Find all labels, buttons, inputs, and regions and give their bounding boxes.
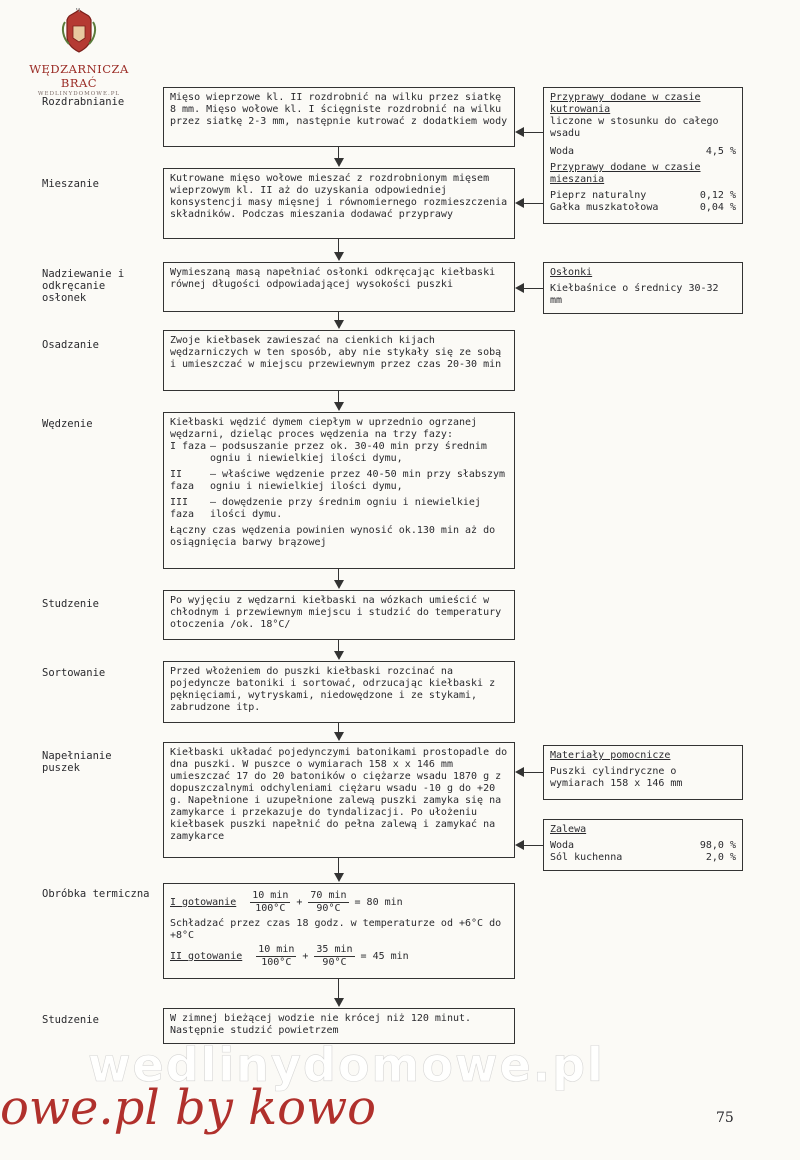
cooking-name: II gotowanie	[170, 950, 243, 962]
nutmeg-label: Gałka muszkatołowa	[550, 202, 659, 213]
plus-sign: +	[296, 896, 303, 908]
step-box-rozdrabnianie	[163, 87, 515, 147]
down-arrow-icon	[334, 158, 344, 167]
step-box-osadzanie	[163, 330, 515, 391]
side-connector	[524, 203, 543, 204]
step-label-rozdrabnianie: Rozdrabnianie	[42, 96, 125, 108]
step-label-nadziewanie: Nadziewanie i odkręcanie osłonek	[42, 268, 125, 304]
fraction-numerator: 10 min	[252, 890, 289, 901]
brine-salt-label: Sól kuchenna	[550, 852, 623, 863]
fraction	[256, 944, 296, 969]
step-text: Wymieszaną masą napełniać osłonki odkręcając kiełbaski równej długości odpowiadającej wysokości puszki	[170, 267, 496, 290]
side-connector	[524, 132, 543, 133]
cooling-text: Schładzać przez czas 18 godz. w temperaturze od +6°C do +8°C	[170, 918, 502, 941]
step-label-osadzanie: Osadzanie	[42, 339, 99, 351]
fraction-numerator: 10 min	[258, 944, 295, 955]
step-label-wedzenie: Wędzenie	[42, 418, 93, 430]
fraction-denominator: 90°C	[316, 903, 341, 914]
down-arrow-icon	[334, 320, 344, 329]
fraction	[314, 944, 354, 969]
fraction-denominator: 90°C	[322, 957, 347, 968]
smoking-phase-2	[170, 469, 508, 493]
side-connector	[524, 288, 543, 289]
side-connector	[524, 845, 543, 846]
brine-salt-row	[550, 852, 736, 864]
side-connector	[524, 772, 543, 773]
brine-salt-value: 2,0 %	[705, 852, 736, 863]
second-cooking-formula	[170, 944, 508, 969]
fraction	[308, 890, 348, 915]
left-arrow-icon	[515, 767, 524, 777]
step-box-wedzenie	[163, 412, 515, 569]
brine-title: Zalewa	[550, 824, 587, 835]
side-box-casings	[543, 262, 743, 314]
plus-sign: +	[302, 950, 309, 962]
flow-arrow-line	[338, 858, 339, 874]
step-label-napelnianie: Napełnianie puszek	[42, 750, 112, 774]
brand-name: WĘDZARNICZA BRAĆ	[29, 62, 129, 90]
down-arrow-icon	[334, 580, 344, 589]
side-box-spices	[543, 87, 743, 224]
step-box-mieszanie	[163, 168, 515, 239]
step-text: Przed włożeniem do puszki kiełbaski rozcinać na pojedyncze batoniki i sortować, odrzucając kiełbaski z pęknięciami, wytryskami, niedowędzone i ze stykami, zabrudzone itp.	[170, 666, 496, 713]
fraction-denominator: 100°C	[255, 903, 286, 914]
step-label-obrobka: Obróbka termiczna	[42, 888, 150, 900]
smoking-intro: Kiełbaski wędzić dymem ciepłym w uprzednio ogrzanej wędzarni, dzieląc proces wędzenia na trzy fazy:	[170, 417, 478, 440]
down-arrow-icon	[334, 252, 344, 261]
pepper-label: Pieprz naturalny	[550, 190, 647, 201]
pepper-value: 0,12 %	[699, 190, 736, 201]
step-text: Mięso wieprzowe kl. II rozdrobnić na wilku przez siatkę 8 mm. Mięso wołowe kl. I ścięgniste rozdrobnić na wilku przez siatkę 2-3 mm, następnie kutrować z dodatkiem wody	[170, 92, 508, 127]
aux-title: Materiały pomocnicze	[550, 750, 671, 761]
phase-text: – właściwe wędzenie przez 40-50 min przy słabszym ogniu i niewielkiej ilości dymu,	[210, 469, 506, 492]
step-label-sortowanie: Sortowanie	[42, 667, 106, 679]
step-box-studzenie-1	[163, 590, 515, 640]
brand-logo	[14, 8, 144, 97]
left-arrow-icon	[515, 283, 524, 293]
step-text: W zimnej bieżącej wodzie nie krócej niż 120 minut. Następnie studzić powietrzem	[170, 1013, 472, 1036]
fraction-numerator: 35 min	[316, 944, 353, 955]
step-box-napelnianie	[163, 742, 515, 858]
phase-name: II faza	[170, 469, 195, 492]
step-text: Po wyjęciu z wędzarni kiełbaski na wózkach umieścić w chłodnym i przewiewnym miejscu i studzić do temperatury otoczenia /ok. 18°C/	[170, 595, 502, 630]
smoking-phase-1	[170, 441, 508, 465]
nutmeg-value: 0,04 %	[699, 202, 736, 213]
nutmeg-row	[550, 202, 736, 214]
down-arrow-icon	[334, 732, 344, 741]
side-box-auxiliary	[543, 745, 743, 800]
step-box-nadziewanie	[163, 262, 515, 312]
casings-text: Kiełbaśnice o średnicy 30-32 mm	[550, 283, 719, 306]
shield-emblem-icon	[59, 8, 99, 54]
down-arrow-icon	[334, 651, 344, 660]
brine-water-value: 98,0 %	[699, 840, 736, 851]
smoking-outro: Łączny czas wędzenia powinien wynosić ok.130 min aż do osiągnięcia barwy brązowej	[170, 525, 496, 548]
step-box-obrobka	[163, 883, 515, 979]
step-label-mieszanie: Mieszanie	[42, 178, 99, 190]
formula-result: = 45 min	[360, 950, 409, 962]
flow-arrow-line	[338, 979, 339, 999]
signature-text: owe.pl by kowo	[0, 1080, 377, 1136]
step-label-studzenie-2: Studzenie	[42, 1014, 99, 1026]
step-box-sortowanie	[163, 661, 515, 723]
step-text: Kutrowane mięso wołowe mieszać z rozdrobnionym mięsem wieprzowym kl. II aż do uzyskania odpowiedniej konsystencji masy mięsnej i równomiernego rozmieszczenia składników. Podczas mieszania dodawać przyprawy	[170, 173, 508, 220]
left-arrow-icon	[515, 840, 524, 850]
spices-kutrowanie-title: Przyprawy dodane w czasie kutrowania	[550, 92, 701, 115]
step-text: Kiełbaski układać pojedynczymi batonikami prostopadle do dna puszki. W puszce o wymiarach 158 x x 146 mm umieszczać 17 do 20 batoników o ciężarze wsadu 1870 g z dopuszczalnymi odchyleniami ciężaru wsadu -10 g do +20 g. Napełnione i uzupełnione zalewą puszki zamyka się na zamykarce i przekazuje do tyndalizacji. Po ułożeniu kiełbasek puszki napełnić do pełna zalewą i zamykać na zamykarce	[170, 747, 508, 842]
brand-url: WEDLINYDOMOWE.PL	[37, 91, 121, 97]
brine-water-label: Woda	[550, 840, 575, 851]
brine-water-row	[550, 840, 736, 852]
fraction	[250, 890, 290, 915]
fraction-denominator: 100°C	[261, 957, 292, 968]
step-text: Zwoje kiełbasek zawieszać na cienkich kijach wędzarniczych w ten sposób, aby nie stykały się ze sobą i umieszczać w miejscu przewiewnym przez czas 20-30 min	[170, 335, 502, 370]
watermark-text: wedlinydomowe.pl	[88, 1038, 605, 1092]
water-value: 4,5 %	[705, 146, 736, 157]
pepper-row	[550, 190, 736, 202]
water-label: Woda	[550, 146, 575, 157]
down-arrow-icon	[334, 402, 344, 411]
phase-name: III faza	[170, 497, 195, 520]
phase-text: – dowędzenie przy średnim ogniu i niewielkiej ilości dymu.	[210, 497, 481, 520]
spices-note: liczone w stosunku do całego wsadu	[550, 116, 719, 139]
phase-name: I faza	[170, 441, 207, 452]
left-arrow-icon	[515, 127, 524, 137]
spices-mieszanie-title: Przyprawy dodane w czasie mieszania	[550, 162, 701, 185]
formula-result: = 80 min	[354, 896, 403, 908]
cooking-name: I gotowanie	[170, 896, 237, 908]
smoking-phase-3	[170, 497, 508, 521]
side-box-brine	[543, 819, 743, 871]
phase-text: – podsuszanie przez ok. 30-40 min przy średnim ogniu i niewielkiej ilości dymu,	[210, 441, 487, 464]
flow-arrow-line	[338, 239, 339, 253]
casings-title: Osłonki	[550, 267, 593, 278]
page-number: 75	[716, 1110, 734, 1126]
down-arrow-icon	[334, 873, 344, 882]
left-arrow-icon	[515, 198, 524, 208]
first-cooking-formula	[170, 890, 508, 915]
fraction-numerator: 70 min	[310, 890, 347, 901]
aux-text: Puszki cylindryczne o wymiarach 158 x 146 mm	[550, 766, 683, 789]
step-label-studzenie-1: Studzenie	[42, 598, 99, 610]
down-arrow-icon	[334, 998, 344, 1007]
water-row	[550, 146, 736, 158]
